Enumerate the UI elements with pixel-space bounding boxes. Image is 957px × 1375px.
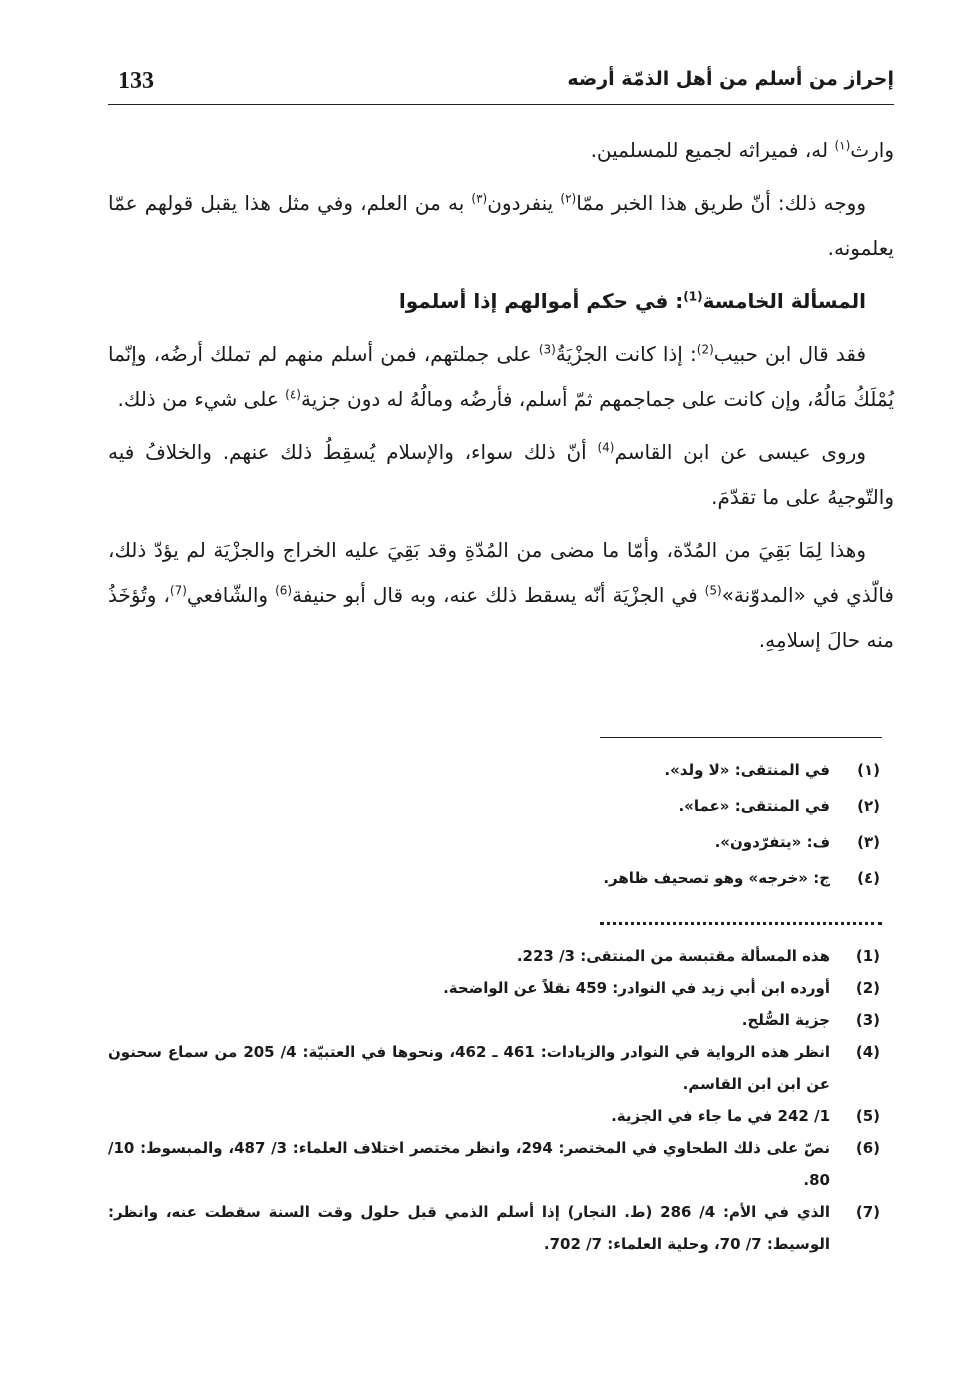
- footnote-text: 1/ 242 في ما جاء في الجزية.: [611, 1107, 830, 1125]
- footnote-number: (٣): [857, 833, 880, 851]
- footnote-item: [108, 1100, 880, 1132]
- footnote-number: (5): [855, 1107, 880, 1125]
- footnote-number: (3): [855, 1011, 880, 1029]
- footnote-number: (6): [855, 1139, 880, 1157]
- footnote-text: جزية الصُّلح.: [741, 1011, 830, 1029]
- footnote-item: [108, 1132, 880, 1196]
- section-heading: المسألة الخامسة$^{(1)}$: في حكم أموالهم إذا أسلموا: [398, 289, 866, 313]
- footnote-item: [450, 824, 880, 860]
- footnote-number: (7): [855, 1203, 880, 1221]
- footnote-separator: [600, 737, 882, 738]
- running-title: إحراز من أسلم من أهل الذمّة أرضه: [567, 68, 894, 90]
- footnote-ref: (5): [704, 583, 722, 598]
- footnote-ref: (٣): [471, 191, 488, 206]
- footnote-ref: (1): [683, 289, 703, 304]
- footnote-item: [108, 1036, 880, 1100]
- footnote-item: [450, 788, 880, 824]
- page-header: [108, 62, 894, 105]
- footnote-ref: (٢): [560, 191, 577, 206]
- footnote-text: هذه المسألة مقتبسة من المنتقى: 3/ 223.: [516, 947, 830, 965]
- paragraph-3: فقد قال ابن حبيب$^{(2)}$: إذا كانت الجزْيَةُ$^{(3)}$ على جملتهم، فمن أسلم منهم لم تملك أرضُه، وإنّما يُمْلَكُ مَالُهُ، وإن كانت على جماجمهم ثمّ أسلم، فأرضُه ومالُهُ له دون جزية$^{(٤)}$ على شيء من ذلك.: [108, 342, 894, 411]
- footnote-item: [108, 940, 880, 972]
- footnote-divider-dotted: [600, 922, 882, 925]
- footnote-number: (1): [855, 947, 880, 965]
- footnote-item: [450, 752, 880, 788]
- footnote-item: [108, 972, 880, 1004]
- footnote-item: [450, 860, 880, 896]
- footnote-text: ج: «خرجه» وهو تصحيف ظاهر.: [603, 869, 830, 887]
- footnote-item: [108, 1004, 880, 1036]
- footnote-text: في المنتقى: «لا ولد».: [664, 761, 830, 779]
- footnote-number: (١): [857, 761, 880, 779]
- paragraph-5: وهذا لِمَا بَقِيَ من المُدّة، وأمّا ما مضى من المُدّةِ وقد بَقِيَ عليه الخراج والجزْيَة لم يؤدّ ذلك، فالّذي في «المدوّنة»$^{(5)}$ في الجزْيَة أنّه يسقط ذلك عنه، وبه قال أبو حنيفة$^{(6)}$ والشّافعي$^{(7)}$، وتُؤخَذُ منه حالَ إسلامِهِ.: [108, 538, 894, 652]
- page-number: 133: [118, 68, 154, 94]
- footnote-ref: (6): [275, 583, 293, 598]
- footnote-ref: (2): [696, 342, 714, 357]
- paragraph-1: وارث$^{(١)}$ له، فميراثه لجميع للمسلمين.: [590, 138, 894, 162]
- footnote-ref: (١): [834, 138, 851, 153]
- footnote-ref: (7): [169, 583, 187, 598]
- manuscript-footnotes: [450, 752, 880, 896]
- footnote-text: نصّ على ذلك الطحاوي في المختصر: 294، وانظر مختصر اختلاف العلماء: 3/ 487، والمبسوط: 10/ 80.: [108, 1139, 830, 1189]
- footnote-number: (4): [855, 1043, 880, 1061]
- footnote-number: (٤): [857, 869, 880, 887]
- paragraph-4: وروى عيسى عن ابن القاسم$^{(4)}$ أنّ ذلك سواء، والإسلام يُسقِطُ ذلك عنهم. والخلافُ فيه والتّوجيهُ على ما تقدّمَ.: [108, 440, 894, 509]
- footnote-number: (٢): [857, 797, 880, 815]
- main-text: [108, 128, 894, 671]
- paragraph-2: ووجه ذلك: أنّ طريق هذا الخبر ممّا$^{(٢)}$ ينفردون$^{(٣)}$ به من العلم، وفي مثل هذا يقبل قولهم عمّا يعلمونه.: [108, 191, 894, 260]
- footnote-text: في المنتقى: «عما».: [678, 797, 830, 815]
- footnote-item: [108, 1196, 880, 1260]
- footnote-ref: (٤): [285, 387, 301, 402]
- footnote-text: انظر هذه الرواية في النوادر والزيادات: 461 ـ 462، ونحوها في العتبيّة: 4/ 205 من سماع سحنون عن ابن ابن القاسم.: [108, 1043, 831, 1093]
- footnote-text: أورده ابن أبي زيد في النوادر: 459 نقلاً عن الواضحة.: [443, 979, 830, 997]
- footnote-ref: (4): [597, 440, 615, 455]
- commentary-footnotes: [108, 940, 880, 1260]
- footnote-ref: (3): [538, 342, 556, 357]
- footnote-text: الذي في الأم: 4/ 286 (ط. النجار) إذا أسلم الذمي قبل حلول وقت السنة سقطت عنه، وانظر: الوسيط: 7/ 70، وحلية العلماء: 7/ 702.: [108, 1203, 831, 1253]
- footnote-text: ف: «يتفرّدون».: [714, 833, 830, 851]
- footnote-number: (2): [855, 979, 880, 997]
